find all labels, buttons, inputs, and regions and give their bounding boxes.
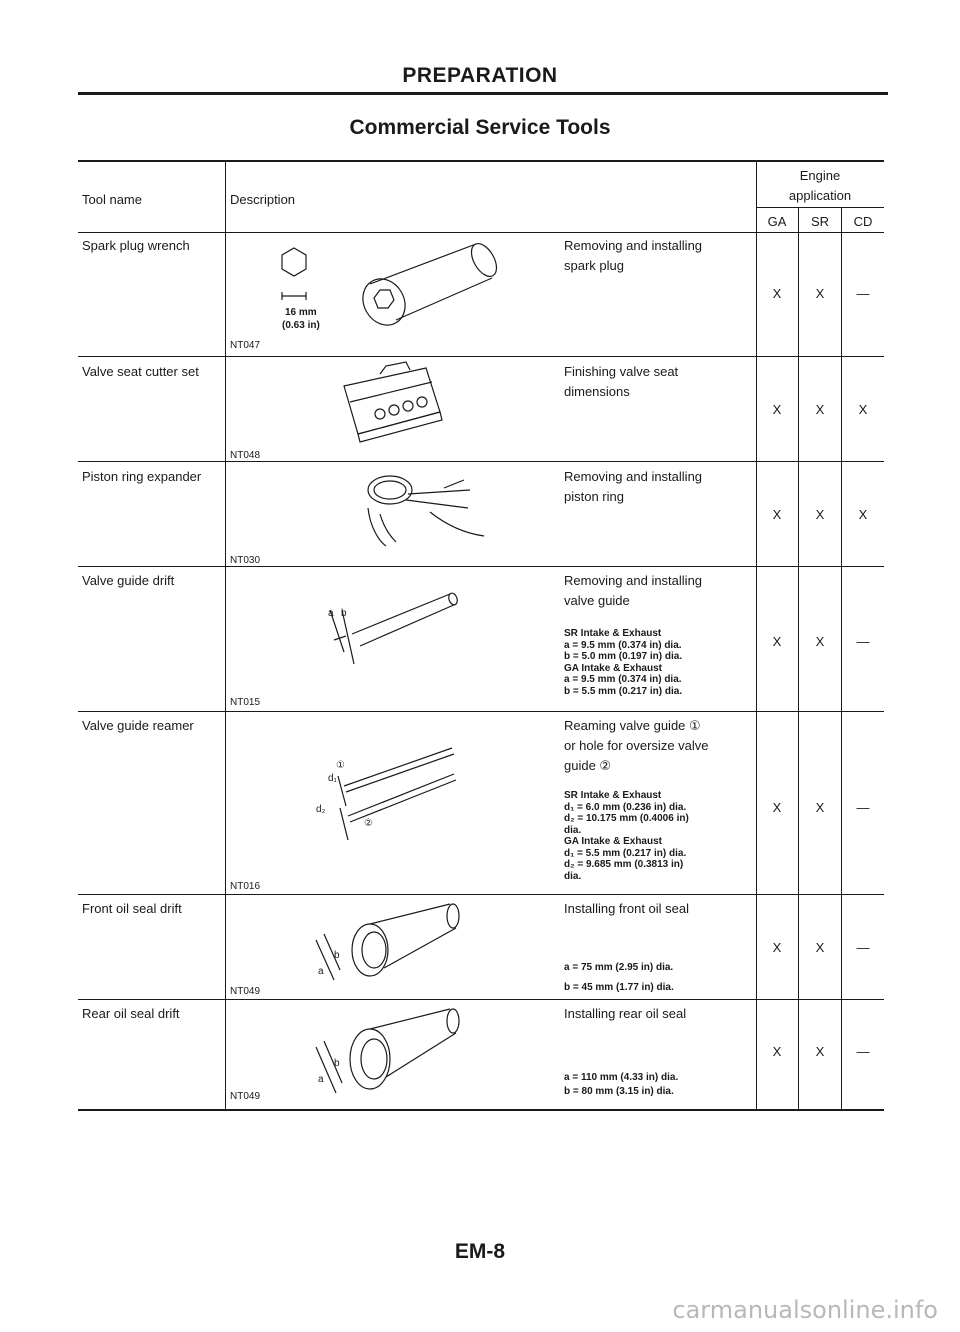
row-rule-5 [78,894,884,895]
description-line: or hole for oversize valve [564,738,709,753]
page-header-title: PREPARATION [402,64,558,87]
spec-line: d₁ = 6.0 mm (0.236 in) dia. [564,801,687,813]
table-top-rule [78,160,884,162]
header-bottom-rule [78,232,884,233]
col-divider-ga [798,208,799,1110]
spec-line: d₂ = 10.175 mm (0.4006 in) [564,813,689,824]
row-rule-1 [78,356,884,357]
spec-line: d₁ = 5.5 mm (0.217 in) dia. [564,847,687,859]
spec-line: GA Intake & Exhaust [564,836,662,847]
spec-line: b = 5.0 mm (0.197 in) dia. [564,651,683,662]
figure-code: NT030 [230,555,261,566]
mark-cd: — [856,940,870,955]
row-rule-3 [78,566,884,567]
row-rule-6 [78,999,884,1000]
figure-label: a [318,966,324,977]
spec-line: dia. [564,870,582,882]
figure-label: d₂ [316,804,326,815]
page-number: EM-8 [454,1240,506,1263]
figure-label: b [334,1058,340,1069]
figure-label-circled-1: ① [336,760,345,771]
description-line: Installing rear oil seal [564,1006,687,1021]
figure-label: (0.63 in) [282,320,320,331]
mark-sr: X [815,286,825,301]
piston-ring-expander-illustration [360,468,490,552]
figure-label: b [334,950,340,961]
spec-line: d₂ = 9.685 mm (0.3813 in) [564,859,684,870]
mark-cd: — [856,800,870,815]
description-line: piston ring [564,489,624,504]
spec-line: GA Intake & Exhaust [564,662,662,674]
figure-code: NT048 [230,450,261,461]
col-divider-sr [841,208,842,1110]
spec-line: b = 45 mm (1.77 in) dia. [564,982,674,993]
description-line: guide ② [564,758,612,773]
spec-line: b = 5.5 mm (0.217 in) dia. [564,685,683,697]
figure-code: NT049 [230,1091,261,1102]
mark-cd: — [856,1044,870,1059]
mark-ga: X [772,940,782,955]
mark-sr: X [815,940,825,955]
tool-name: Rear oil seal drift [82,1006,180,1021]
front-oil-seal-drift-illustration [310,900,470,990]
watermark: carmanualsonline.info [672,1296,938,1324]
description-line: valve guide [564,593,630,608]
description-line: dimensions [564,384,630,399]
figure-code: NT049 [230,986,261,997]
mark-sr: X [815,507,825,522]
spec-line: SR Intake & Exhaust [564,790,662,801]
col-divider-name [225,160,226,1110]
figure-label: a [328,608,334,619]
section-title: Commercial Service Tools [349,116,611,139]
engine-subheader-rule [756,207,884,208]
mark-ga: X [772,800,782,815]
description-line: Removing and installing [564,573,703,588]
spec-line: SR Intake & Exhaust [564,628,662,639]
description-line: Removing and installing [564,238,703,253]
mark-ga: X [772,634,782,649]
description-line: spark plug [564,258,624,273]
tool-name: Spark plug wrench [82,238,190,253]
figure-code: NT015 [230,697,261,708]
mark-sr: X [815,402,825,417]
mark-ga: X [772,1044,782,1059]
mark-ga: X [772,507,782,522]
spec-line: b = 80 mm (3.15 in) dia. [564,1086,674,1097]
mark-cd: — [856,634,870,649]
mark-ga: X [772,402,782,417]
description-line: Removing and installing [564,469,703,484]
mark-ga: X [772,286,782,301]
figure-label: d₁ [328,773,337,784]
mark-sr: X [815,1044,825,1059]
spec-line: dia. [564,824,582,836]
mark-cd: — [856,286,870,301]
col-header-engine: Engine [799,168,841,183]
spec-line: a = 9.5 mm (0.374 in) dia. [564,639,682,651]
mark-cd: X [858,507,868,522]
description-line: Finishing valve seat [564,364,679,379]
figure-label: b [341,608,347,619]
description-line: Reaming valve guide ① [564,718,701,733]
tool-name: Piston ring expander [82,469,202,484]
tool-name: Valve guide drift [82,573,175,588]
table-bottom-rule [78,1109,884,1111]
col-header-description: Description [230,192,296,207]
figure-label: 16 mm [285,307,317,318]
tool-name: Front oil seal drift [82,901,182,916]
valve-guide-drift-illustration [320,590,470,670]
spec-line: a = 9.5 mm (0.374 in) dia. [564,674,682,685]
col-header-tool-name: Tool name [82,192,142,207]
figure-label: a [318,1074,324,1085]
figure-code: NT047 [230,340,261,351]
row-rule-2 [78,461,884,462]
tool-name: Valve guide reamer [82,718,194,733]
tool-name: Valve seat cutter set [82,364,199,379]
col-header-application: application [788,188,852,203]
figure-code: NT016 [230,881,261,892]
mark-sr: X [815,800,825,815]
col-header-ga: GA [767,214,787,229]
mark-cd: X [858,402,868,417]
spec-line: a = 110 mm (4.33 in) dia. [564,1072,679,1083]
col-header-cd: CD [853,214,873,229]
header-rule [78,92,888,95]
row-rule-4 [78,711,884,712]
figure-label-circled-2: ② [364,818,373,829]
col-header-sr: SR [810,214,830,229]
spec-line: a = 75 mm (2.95 in) dia. [564,962,674,973]
valve-seat-cutter-case-illustration [340,364,450,446]
mark-sr: X [815,634,825,649]
description-line: Installing front oil seal [564,901,690,916]
